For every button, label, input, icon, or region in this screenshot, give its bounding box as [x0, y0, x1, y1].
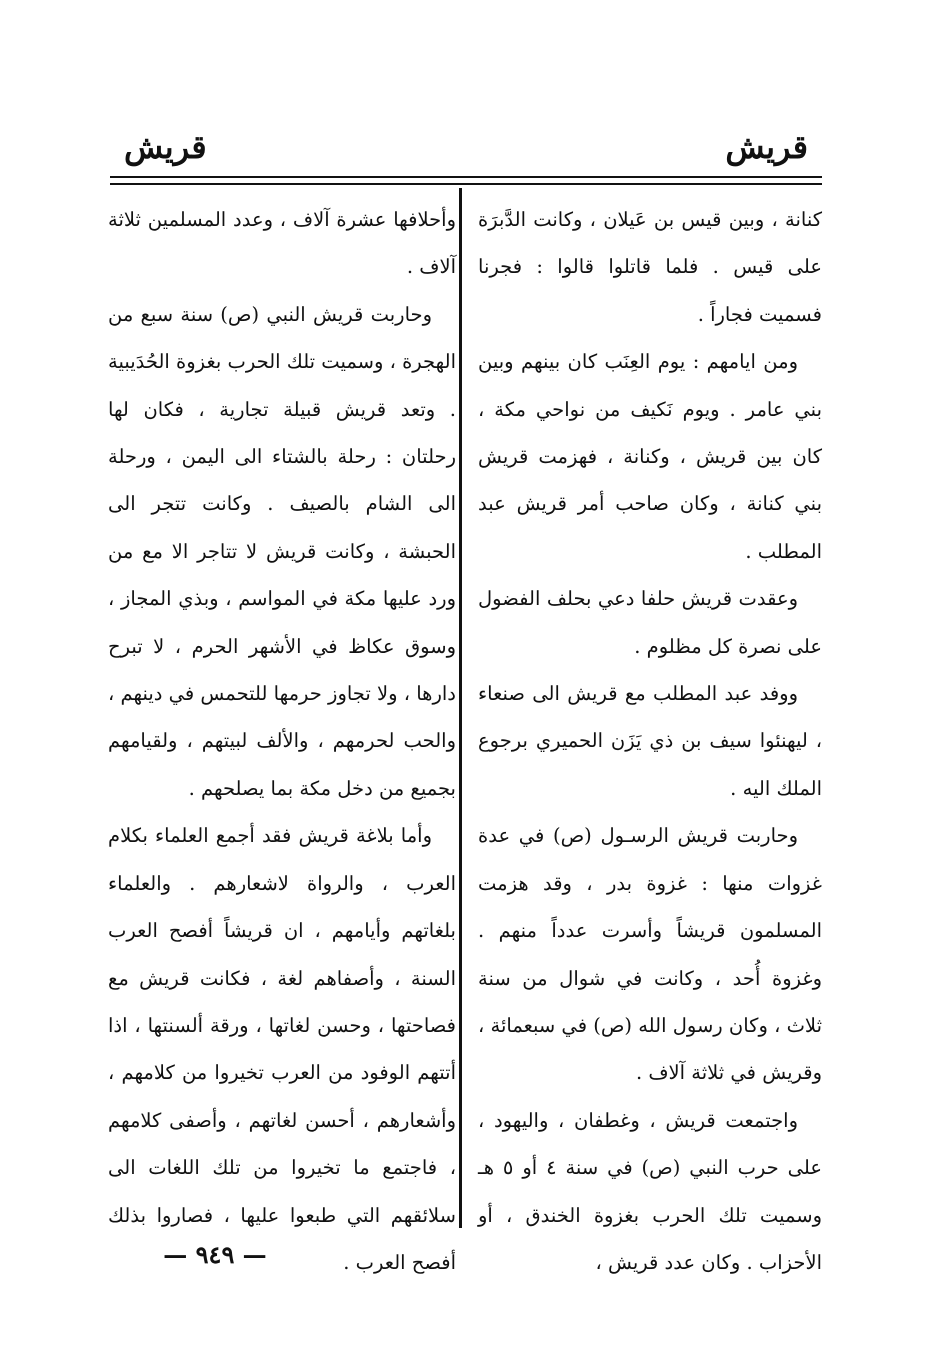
left-column	[108, 196, 456, 1286]
paragraph: وأحلافها عشرة آلاف ، وعدد المسلمين ثلاثة آلاف .	[108, 208, 456, 279]
header-rule-top	[110, 176, 822, 178]
paragraph: واجتمعت قريش ، وغطفان ، واليهود ، على حرب النبي (ص) في سنة ٤ أو ٥ هـ وسميت تلك الحرب بغزوة الخندق ، أو الأحزاب . وكان عدد قريش ،	[478, 1108, 822, 1274]
running-header-right: قريش	[725, 128, 808, 166]
header-rule-bottom	[110, 183, 822, 185]
column-divider	[459, 188, 462, 1228]
right-column	[478, 196, 822, 1286]
paragraph: وحاربت قريش النبي (ص) سنة سبع من الهجرة ، وسميت تلك الحرب بغزوة الحُدَيبية . وتعد قريش قبيلة تجارية ، فكان لها رحلتان : رحلة بالشتاء الى اليمن ، ورحلة الى الشام بالصيف . وكانت تتجر الى الحبشة ، وكانت قريش لا تتاجر الا مع من ورد عليها مكة في المواسم ، وبذي المجاز ، وسوق عكاظ في الأشهر الحرم ، لا تبرح دارها ، ولا تجاوز حرمها للتحمس في دينهم ، والحب لحرمهم ، والألف لبيتهم ، ولقيامهم بجميع من دخل مكة بما يصلحهم .	[108, 302, 456, 800]
page-number: — ٩٤٩ —	[163, 1240, 267, 1269]
paragraph: ووفد عبد المطلب مع قريش الى صنعاء ، ليهنئوا سيف بن ذي يَزَن الحميري برجوع الملك اليه .	[478, 682, 822, 800]
paragraph: وأما بلاغة قريش فقد أجمع العلماء بكلام العرب ، والرواة لاشعارهم . والعلماء بلغاتهم وأيامهم ، ان قريشاً أفصح العرب السنة ، وأصفاهم لغة ، فكانت قريش مع فصاحتها ، وحسن لغاتها ، ورقة ألسنتها ، اذا أتتهم الوفود من العرب تخيروا من كلامهم ، وأشعارهم ، أحسن لغاتهم ، وأصفى كلامهم ، فاجتمع ما تخيروا من تلك اللغات الى سلائقهم التي طبعوا عليها ، فصاروا بذلك أفصح العرب .	[108, 824, 456, 1274]
paragraph: وحاربت قريش الرسـول (ص) في عدة غزوات منها : غزوة بدر ، وقد هزمت المسلمون قريشاً وأسرت عدداً منهم . وغزوة أُحد ، وكانت في شوال من سنة ثلاث ، وكان رسول الله (ص) في سبعمائة ، وقريش في ثلاثة آلاف .	[478, 824, 822, 1085]
paragraph: كنانة ، وبين قيس بن عَيلان ، وكانت الدَّبرَة على قيس . فلما قاتلوا قالوا : فجرنا فسميت فجاراً .	[478, 208, 822, 326]
paragraph: ومن ايامهم : يوم العِنَب كان بينهم وبين بني عامر . ويوم نَكيف من نواحي مكة ، كان بين قريش ، وكنانة ، فهزمت قريش بني كنانة ، وكان صاحب أمر قريش عبد المطلب .	[478, 350, 822, 563]
running-header-left: قريش	[124, 128, 207, 166]
paragraph: وعقدت قريش حلفا دعي بحلف الفضول على نصرة كل مظلوم .	[478, 587, 822, 658]
